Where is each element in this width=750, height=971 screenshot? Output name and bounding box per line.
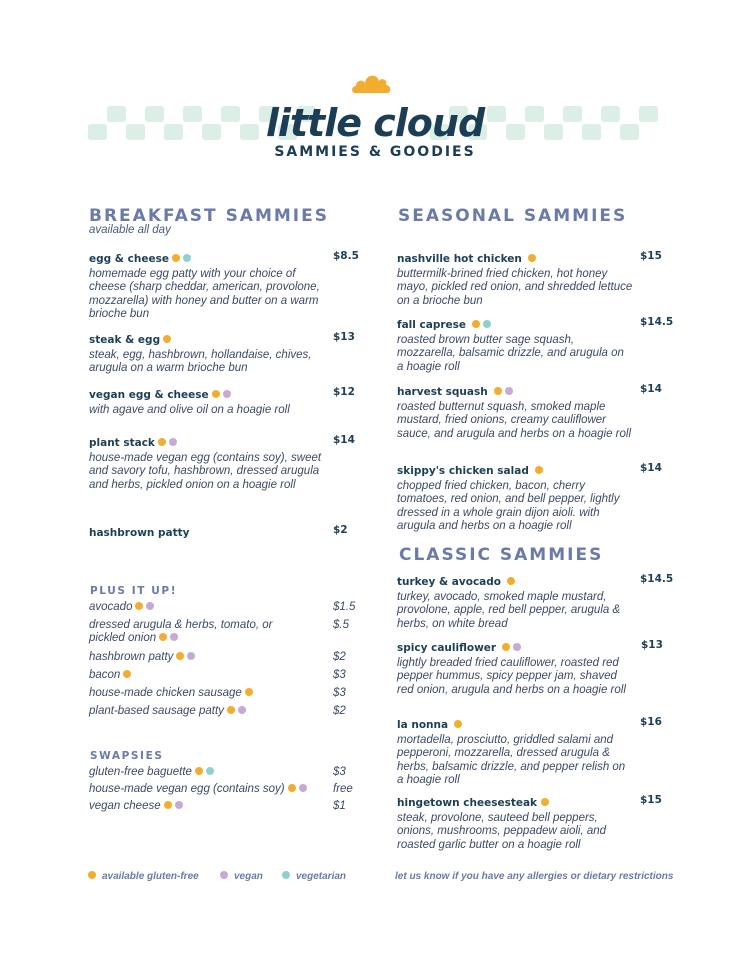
gluten-free-dot-icon [159, 633, 167, 641]
item-description: lightly breaded fried cauliflower, roasted red pepper hummus, spicy pepper jam, shaved red onion, arugula and herbs on a hoagie roll [397, 657, 626, 696]
gluten-free-dot-icon [135, 602, 143, 610]
brand-tagline: SAMMIES & GOODIES [274, 144, 476, 160]
item-description: turkey, avocado, smoked maple mustard, provolone, apple, red bell pepper, arugula & herbs, on white bread [397, 591, 621, 630]
gluten-free-dot-icon [88, 871, 96, 879]
addon-price: $.5 [333, 619, 349, 631]
addon-price: $1 [333, 800, 346, 812]
addon-item: avocado [89, 601, 154, 614]
breakfast-subtitle: available all day [89, 224, 171, 236]
item-description: chopped fried chicken, bacon, cherry tomatoes, red onion, and bell pepper, lightly dressed in a whole grain dijon aioli. with arugula and herbs on a hoagie roll [397, 480, 620, 533]
item-price: $2 [333, 524, 348, 536]
addon-price: free [333, 783, 353, 795]
legend-vegetarian: vegetarian [282, 871, 346, 882]
addon-item: gluten-free baguette [89, 766, 214, 779]
gluten-free-dot-icon [158, 438, 166, 446]
item-description: steak, provolone, sauteed bell peppers, onions, mushrooms, peppadew aioli, and roasted garlic butter on a hoagie roll [397, 812, 607, 851]
gluten-free-dot-icon [535, 466, 543, 474]
gluten-free-dot-icon [454, 720, 462, 728]
gluten-free-dot-icon [164, 801, 172, 809]
gluten-free-dot-icon [541, 798, 549, 806]
menu-item [89, 330, 329, 376]
allergy-note: let us know if you have any allergies or dietary restrictions [395, 871, 674, 882]
item-description: roasted brown butter sage squash, mozzarella, balsamic drizzle, and arugula on a hoagie roll [397, 334, 624, 373]
gluten-free-dot-icon [176, 652, 184, 660]
vegan-dot-icon [169, 438, 177, 446]
vegan-dot-icon [238, 706, 246, 714]
vegetarian-dot-icon [206, 767, 214, 775]
gluten-free-dot-icon [163, 335, 171, 343]
item-price: $14.5 [640, 316, 674, 328]
gluten-free-dot-icon [245, 688, 253, 696]
item-description: roasted butternut squash, smoked maple mustard, fried onions, creamy cauliflower sauce, and arugula and herbs on a hoagie roll [397, 401, 632, 440]
gluten-free-dot-icon [494, 387, 502, 395]
item-price: $14 [640, 383, 662, 395]
menu-item [397, 572, 633, 631]
item-description: mortadella, prosciutto, griddled salami and pepperoni, mozzarella, dressed arugula & herbs, balsamic drizzle, and pepper relish on a hoagie roll [397, 734, 626, 787]
vegan-dot-icon [170, 633, 178, 641]
seasonal-title: SEASONAL SAMMIES [398, 206, 628, 226]
menu-item [89, 523, 329, 541]
item-price: $16 [640, 716, 662, 728]
gluten-free-dot-icon [288, 784, 296, 792]
item-description: buttermilk-brined fried chicken, hot honey mayo, pickled red onion, and shredded lettuce on a brioche bun [397, 268, 633, 307]
item-description: house-made vegan egg (contains soy), sweet and savory tofu, hashbrown, dressed arugula and herbs, pickled onion on a hoagie roll [89, 452, 322, 491]
menu-item [397, 638, 633, 697]
brand-title: little cloud [265, 101, 485, 145]
item-name: vegan egg & cheese [89, 389, 209, 401]
addon-item: hashbrown patty [89, 651, 195, 664]
item-name: harvest squash [397, 386, 488, 398]
addon-item: plant-based sausage patty [89, 705, 246, 718]
item-price: $14 [333, 434, 355, 446]
gluten-free-dot-icon [172, 254, 180, 262]
item-description: with agave and olive oil on a hoagie roll [89, 404, 290, 416]
gluten-free-dot-icon [528, 254, 536, 262]
vegan-dot-icon [505, 387, 513, 395]
addon-item: vegan cheese [89, 800, 183, 813]
vegetarian-dot-icon [483, 320, 491, 328]
addon-item: dressed arugula & herbs, tomato, or pickled onion [89, 619, 273, 645]
item-price: $14 [640, 462, 662, 474]
item-name: skippy's chicken salad [397, 465, 529, 477]
addon-item: bacon [89, 669, 131, 682]
addon-item: house-made chicken sausage [89, 687, 253, 700]
item-price: $12 [333, 386, 355, 398]
item-name: fall caprese [397, 319, 467, 331]
menu-item [397, 793, 633, 852]
item-price: $14.5 [640, 573, 674, 585]
gluten-free-dot-icon [227, 706, 235, 714]
swapsies-title: SWAPSIES [90, 750, 164, 762]
vegan-dot-icon [220, 871, 228, 879]
item-name: steak & egg [89, 334, 161, 346]
addon-price: $2 [333, 705, 346, 717]
gluten-free-dot-icon [502, 643, 510, 651]
menu-item [89, 249, 329, 322]
breakfast-title: BREAKFAST SAMMIES [89, 206, 329, 226]
item-name: hashbrown patty [89, 527, 190, 539]
menu-item [397, 315, 633, 374]
item-price: $13 [641, 639, 663, 651]
vegan-dot-icon [175, 801, 183, 809]
gluten-free-dot-icon [472, 320, 480, 328]
vegan-dot-icon [187, 652, 195, 660]
addon-price: $1.5 [333, 601, 356, 613]
item-price: $8.5 [333, 250, 359, 262]
menu-item [397, 382, 633, 441]
menu-item [89, 433, 329, 492]
menu-item [397, 715, 633, 788]
vegetarian-dot-icon [183, 254, 191, 262]
item-price: $13 [333, 331, 355, 343]
addon-price: $3 [333, 687, 346, 699]
addon-price: $2 [333, 651, 346, 663]
legend-gluten-free: available gluten-free [88, 871, 199, 882]
vegan-dot-icon [513, 643, 521, 651]
cloud-icon [351, 71, 393, 95]
item-name: plant stack [89, 437, 155, 449]
addon-price: $3 [333, 766, 346, 778]
classic-title: CLASSIC SAMMIES [399, 545, 604, 565]
gluten-free-dot-icon [212, 390, 220, 398]
vegetarian-dot-icon [282, 871, 290, 879]
menu-item [89, 385, 329, 417]
gluten-free-dot-icon [123, 670, 131, 678]
vegan-dot-icon [299, 784, 307, 792]
gluten-free-dot-icon [195, 767, 203, 775]
item-name: spicy cauliflower [397, 642, 497, 654]
item-name: egg & cheese [89, 253, 169, 265]
item-name: la nonna [397, 719, 449, 731]
vegan-dot-icon [223, 390, 231, 398]
item-name: nashville hot chicken [397, 253, 522, 265]
menu-item [397, 249, 633, 308]
gluten-free-dot-icon [507, 577, 515, 585]
plus-it-up-title: PLUS IT UP! [90, 585, 178, 597]
item-description: steak, egg, hashbrown, hollandaise, chives, arugula on a warm brioche bun [89, 349, 312, 375]
legend-vegan: vegan [220, 871, 263, 882]
item-price: $15 [640, 794, 662, 806]
addon-item: house-made vegan egg (contains soy) [89, 783, 307, 796]
item-description: homemade egg patty with your choice of cheese (sharp cheddar, american, provolone, mozzarella) with honey and butter on a warm brioche bun [89, 268, 320, 321]
addon-price: $3 [333, 669, 346, 681]
menu-item [397, 461, 633, 534]
item-name: hingetown cheesesteak [397, 797, 538, 809]
item-price: $15 [640, 250, 662, 262]
item-name: turkey & avocado [397, 576, 501, 588]
vegan-dot-icon [146, 602, 154, 610]
